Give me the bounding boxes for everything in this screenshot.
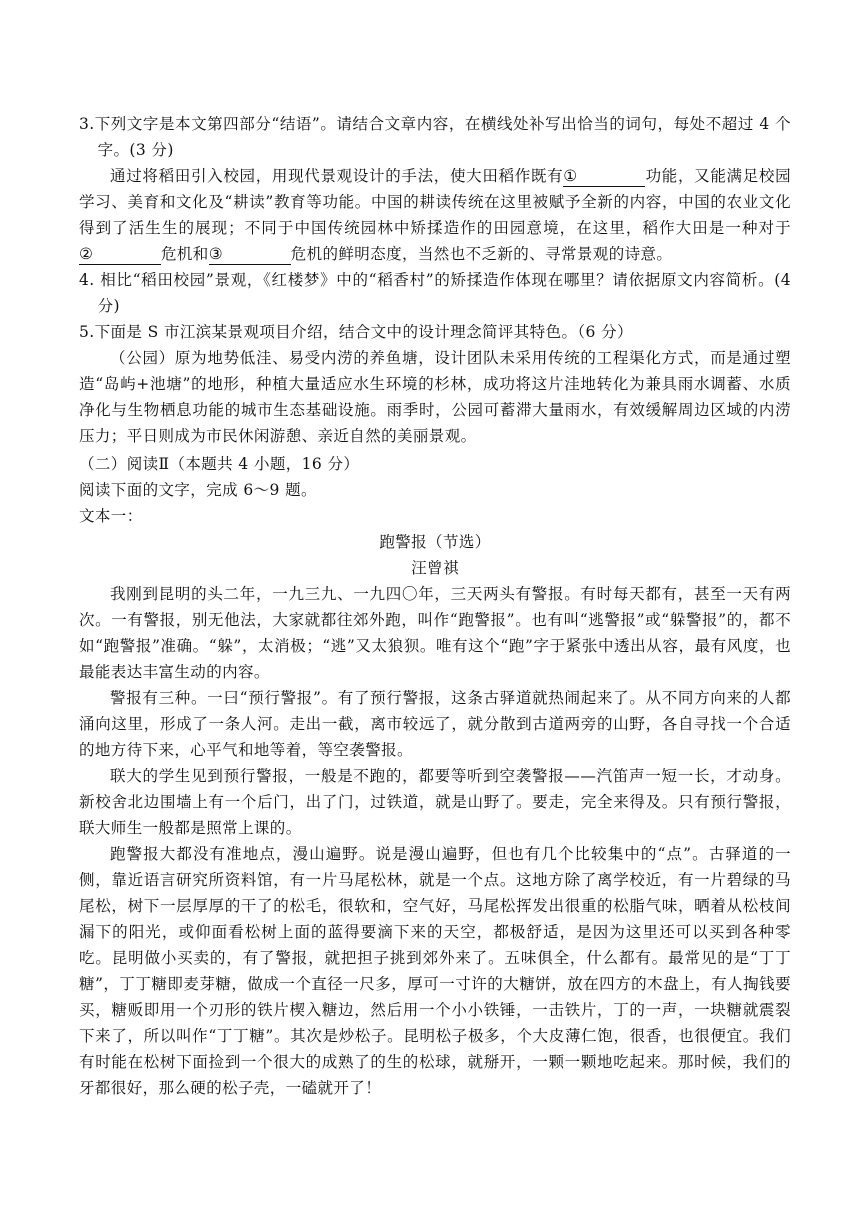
question-5-passage: （公园）原为地势低洼、易受内涝的养鱼塘，设计团队未采用传统的工程渠化方式，而是通过塑造“岛屿+池塘”的地形，种植大量适应水生环境的杉林，成功将这片洼地转化为兼具雨水调蓄、水质净化与生物栖息功能的城市生态基础设施。雨季时，公园可蓄滞大量雨水，有效缓解周边区域的内涝压力；平日则成为市民休闲游憩、亲近自然的美丽景观。 — [79, 349, 791, 445]
passage-text-d: 危机的鲜明态度，当然也不乏新的、寻常景观的诗意。 — [290, 245, 673, 263]
passage-text-a: 通过将稻田引入校园，用现代景观设计的手法，使大田稻作既有 — [110, 167, 564, 185]
article-paragraph: 警报有三种。一曰“预行警报”。有了预行警报，这条古驿道就热闹起来了。从不同方向来的人都涌向这里，形成了一条人河。走出一截，离市较远了，就分散到古道两旁的山野，各自寻找一个合适的地方待下来，心平气和地等着，等空袭警报。 — [79, 689, 791, 759]
article-paragraph: 联大的学生见到预行警报，一般是不跑的，都要等听到空袭警报——汽笛声一短一长，才动身。新校舍北边围墙上有一个后门，出了门，过铁道，就是山野了。要走，完全来得及。只有预行警报，联大师生一般都是照常上课的。 — [79, 767, 791, 837]
article-title: 跑警报（节选） — [379, 533, 491, 551]
passage-text-b: 功能，又能满足校园学习、美育和文化及“耕读”教育等功能。中国的耕读传统在这里被赋予全新的内容，中国的农业文化得到了活生生的展现；不同于中国传统园林中矫揉造作的田园意境，在这里，稻作大田是一种对于 — [79, 167, 791, 237]
page-content — [79, 111, 791, 1101]
section-instruction: 阅读下面的文字，完成 6～9 题。 — [79, 481, 317, 499]
fill-blank-2: ② — [79, 245, 161, 265]
fill-blank-1: ① — [563, 167, 645, 187]
text-label: 文本一： — [79, 507, 143, 525]
article-author: 汪曾祺 — [411, 559, 459, 577]
question-4: 4. 相比“稻田校园”景观，《红楼梦》中的“稻香村”的矫揉造作体现在哪里？请依据原文内容简析。(4 分) — [79, 271, 791, 315]
fill-blank-3: ③ — [209, 245, 291, 265]
question-3-passage — [79, 163, 791, 267]
article-paragraph: 我刚到昆明的头二年，一九三九、一九四〇年，三天两头有警报。有时每天都有，甚至一天有两次。一有警报，别无他法，大家就都往郊外跑，叫作“跑警报”。也有叫“逃警报”或“躲警报”的，都不如“跑警报”准确。“躲”，太消极；“逃”又太狼狈。唯有这个“跑”字于紧张中透出从容，最有风度，也最能表达丰富生动的内容。 — [79, 585, 791, 681]
section-heading: （二）阅读Ⅱ（本题共 4 小题，16 分） — [79, 455, 360, 473]
question-5-stem: 5.下面是 S 市江滨某景观项目介绍，结合文中的设计理念简评其特色。（6 分） — [79, 323, 633, 341]
article-paragraph: 跑警报大都没有准地点，漫山遍野。说是漫山遍野，但也有几个比较集中的“点”。古驿道的一侧，靠近语言研究所资料馆，有一片马尾松林，就是一个点。这地方除了离学校近，有一片碧绿的马尾松，树下一层厚厚的干了的松毛，很软和，空气好，马尾松挥发出很重的松脂气味，晒着从松枝间漏下的阳光，或仰面看松树上面的蓝得要滴下来的天空，都极舒适，是因为这里还可以买到各种零吃。昆明做小买卖的，有了警报，就把担子挑到郊外来了。五味俱全，什么都有。最常见的是“丁丁糖”，丁丁糖即麦芽糖，做成一个直径一尺多，厚可一寸许的大糖饼，放在四方的木盘上，有人掏钱要买，糖贩即用一个刃形的铁片楔入糖边，然后用一个小小铁锤，一击铁片，丁的一声，一块糖就震裂下来了，所以叫作“丁丁糖”。其次是炒松子。昆明松子极多，个大皮薄仁饱，很香，也很便宜。我们有时能在松树下面捡到一个很大的成熟了的生的松球，就掰开，一颗一颗地吃起来。那时候，我们的牙都很好，那么硬的松子壳，一磕就开了！ — [79, 845, 791, 1097]
question-3-stem: 3.下列文字是本文第四部分“结语”。请结合文章内容，在横线处补写出恰当的词句，每处不超过 4 个字。(3 分) — [79, 115, 791, 159]
passage-text-c: 危机和 — [161, 245, 209, 263]
